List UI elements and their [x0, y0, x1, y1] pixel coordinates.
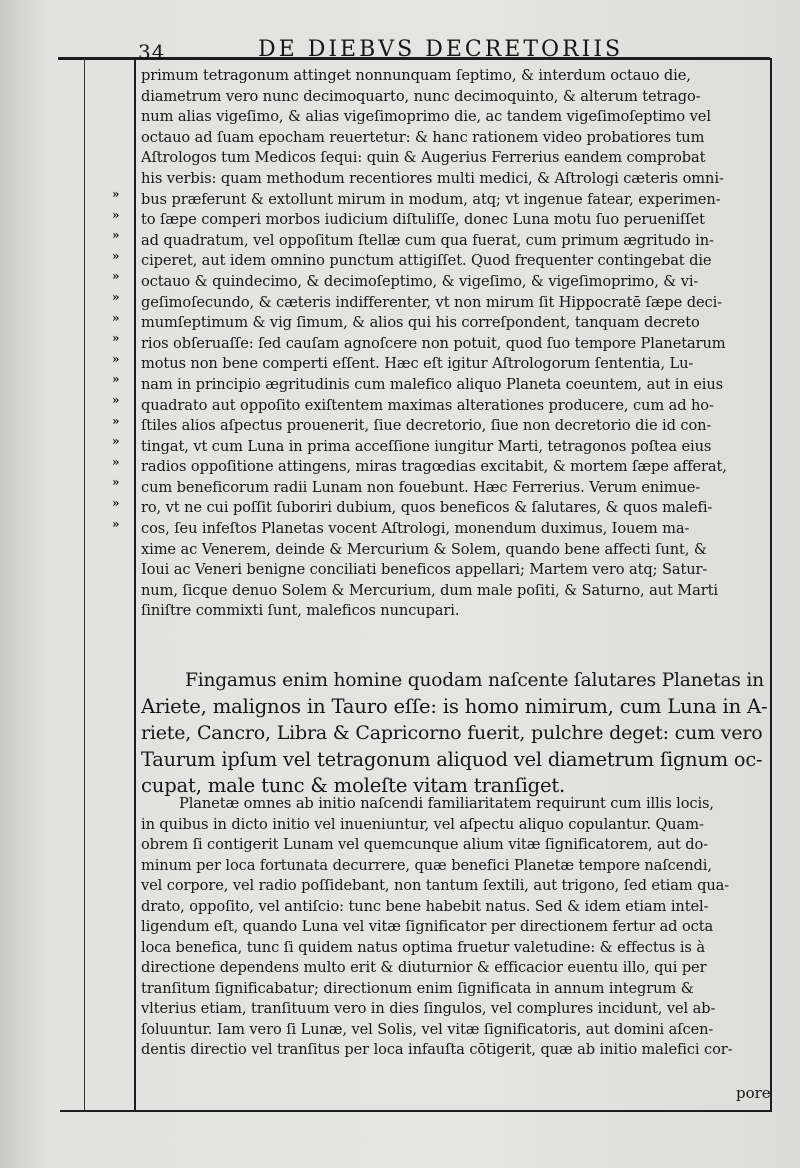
text-line: his verbis: quam methodum recentiores multi medici, & Aſtrologi cæteris omni- — [141, 169, 724, 187]
text-line: Fingamus enim homine quodam naſcente ſalutares Planetas in — [185, 670, 764, 691]
text-line: directione dependens multo erit & diuturnior & efficacior euentu illo, qui per — [141, 959, 707, 976]
quote-mark: » — [112, 310, 120, 325]
quote-mark: » — [112, 269, 120, 284]
text-line: drato, oppoſito, vel antiſcio: tunc bene habebit natus. Sed & idem etiam intel- — [141, 897, 709, 915]
bottom-rule — [60, 1110, 772, 1112]
text-line: quadrato aut oppoſito exiſtentem maximas alterationes producere, cum ad ho- — [141, 396, 714, 414]
paragraph-2 — [141, 668, 767, 799]
paragraph-3 — [141, 794, 767, 1061]
text-line: Planetæ omnes ab initio naſcendi familiaritatem requirunt cum illis locis, — [179, 795, 714, 812]
text-line: in quibus in dicto initio vel inueniuntur, vel aſpectu aliquo copulantur. Quam- — [141, 815, 704, 833]
right-text-rule — [770, 58, 772, 1110]
text-line: Ariete, malignos in Tauro eſſe: is homo nimirum, cum Luna in A- — [141, 695, 767, 719]
text-line: cupat, male tunc & moleſte vitam tranſiget. — [141, 773, 566, 797]
quote-mark: » — [112, 351, 120, 366]
text-line: ad quadratum, vel oppoſitum ſtellæ cum qua fuerat, cum primum ægritudo in- — [141, 231, 714, 249]
quote-mark: » — [112, 392, 120, 407]
text-line: dentis directio vel tranſitus per loca infauſta cōtigerit, quæ ab initio malefici cor- — [141, 1041, 733, 1058]
text-line: obrem ſi contigerit Lunam vel quemcunque alium vitæ ſignificatorem, aut do- — [141, 836, 709, 853]
text-line: vel corpore, vel radio poſſidebant, non tantum ſextili, aut trigono, ſed etiam qua- — [141, 877, 730, 894]
text-line: ciperet, aut idem omnino punctum attigiſſet. Quod frequenter contingebat die — [141, 252, 712, 270]
text-line: ſoluuntur. Iam vero ſi Lunæ, vel Solis, vel vitæ ſignificatoris, aut domini aſcen- — [141, 1020, 714, 1038]
catchword: pore — [736, 1084, 771, 1102]
text-line: ſiniſtre commixti ſunt, maleficos nuncupari. — [141, 602, 460, 620]
text-line: octauo ad ſuam epocham reuertetur: & hanc rationem video probatiores tum — [141, 128, 705, 146]
text-line: ſtiles alios aſpectus prouenerit, ſiue decretorio, ſiue non decretorio die id con- — [141, 417, 712, 435]
quote-mark: » — [112, 454, 120, 469]
quote-mark: » — [112, 289, 120, 304]
text-line: Taurum ipſum vel tetragonum aliquod vel diametrum ſignum oc- — [141, 747, 763, 771]
text-line: ro, vt ne cui poſſit ſuboriri dubium, quos beneficos & ſalutares, & quos malefi- — [141, 499, 713, 517]
quote-mark: » — [112, 516, 120, 531]
text-line: diametrum vero nunc decimoquarto, nunc decimoquinto, & alterum tetrago- — [141, 87, 701, 105]
quote-mark: » — [112, 413, 120, 428]
left-text-rule — [134, 58, 136, 1110]
text-line: primum tetragonum attinget nonnunquam ſeptimo, & interdum octauo die, — [141, 67, 691, 84]
quote-mark: » — [112, 207, 120, 222]
text-line: riete, Cancro, Libra & Capricorno fuerit, pulchre deget: cum vero — [141, 722, 763, 745]
outer-margin-rule — [84, 58, 85, 1110]
text-line: loca benefica, tunc ſi quidem natus optima fruetur valetudine: & effectus is à — [141, 938, 705, 956]
text-line: Aſtrologos tum Medicos ſequi: quin & Augerius Ferrerius eandem comprobat — [141, 149, 706, 167]
text-line: nam in principio ægritudinis cum malefico aliquo Planeta coeuntem, aut in eius — [141, 375, 724, 393]
text-line: xime ac Venerem, deinde & Mercurium & Solem, quando bene affecti ſunt, & — [141, 540, 707, 558]
quote-mark: » — [112, 434, 120, 449]
running-head: DE DIEBVS DECRETORIIS — [258, 37, 624, 62]
text-line: ligendum eſt, quando Luna vel vitæ ſignificator per directionem fertur ad octa — [141, 918, 714, 935]
quote-mark: » — [112, 248, 120, 263]
text-line: vlterius etiam, tranſituum vero in dies ſingulos, vel complures incidunt, vel ab- — [141, 1000, 716, 1017]
quote-mark: » — [112, 372, 120, 387]
text-line: bus præferunt & extollunt mirum in modum, atq; vt ingenue fatear, experimen- — [141, 190, 721, 208]
text-line: geſimoſecundo, & cæteris indifferenter, vt non mirum ſit Hippocratē ſæpe deci- — [141, 293, 723, 311]
text-line: Ioui ac Veneri benigne conciliati beneficos appellari; Martem vero atq; Satur- — [141, 561, 708, 579]
text-line: motus non bene comperti eſſent. Hæc eſt igitur Aſtrologorum ſententia, Lu- — [141, 355, 694, 373]
text-line: to ſæpe comperi morbos iudicium diſtuliſſe, donec Luna motu ſuo perueniſſet — [141, 211, 705, 229]
text-line: num, ſicque denuo Solem & Mercurium, dum male poſiti, & Saturno, aut Marti — [141, 581, 718, 599]
text-line: minum per loca fortunata decurrere, quæ benefici Planetæ tempore naſcendi, — [141, 856, 712, 874]
text-line: mumſeptimum & vig ſimum, & alios qui his correſpondent, tanquam decreto — [141, 314, 700, 332]
text-line: tranſitum ſignificabatur; directionum enim ſignificata in annum integrum & — [141, 979, 694, 997]
quote-mark: » — [112, 475, 120, 490]
text-line: radios oppoſitione attingens, miras tragœdias excitabit, & mortem ſæpe afferat, — [141, 458, 727, 476]
quote-mark: » — [112, 187, 120, 201]
text-line: num alias vigeſimo, & alias vigeſimoprimo die, ac tandem vigeſimoſeptimo vel — [141, 108, 711, 126]
page-number: 34 — [138, 40, 166, 64]
text-line: rios obſeruaſſe: ſed cauſam agnoſcere non potuit, quod ſuo tempore Planetarum — [141, 334, 726, 352]
text-line: octauo & quindecimo, & decimoſeptimo, & vigeſimo, & vigeſimoprimo, & vi- — [141, 272, 699, 290]
text-line: cum beneficorum radii Lunam non fouebunt. Hæc Ferrerius. Verum enimue- — [141, 478, 701, 496]
paragraph-1 — [141, 66, 767, 622]
text-line: cos, ſeu infeſtos Planetas vocent Aſtrologi, monendum duximus, Iouem ma- — [141, 520, 690, 538]
text-line: tingat, vt cum Luna in prima acceſſione iungitur Marti, tetragonos poſtea eius — [141, 437, 712, 455]
quote-mark: » — [112, 228, 120, 243]
quote-mark: » — [112, 331, 120, 346]
quote-mark: » — [112, 495, 120, 510]
margin-quotation-marks — [112, 184, 134, 534]
